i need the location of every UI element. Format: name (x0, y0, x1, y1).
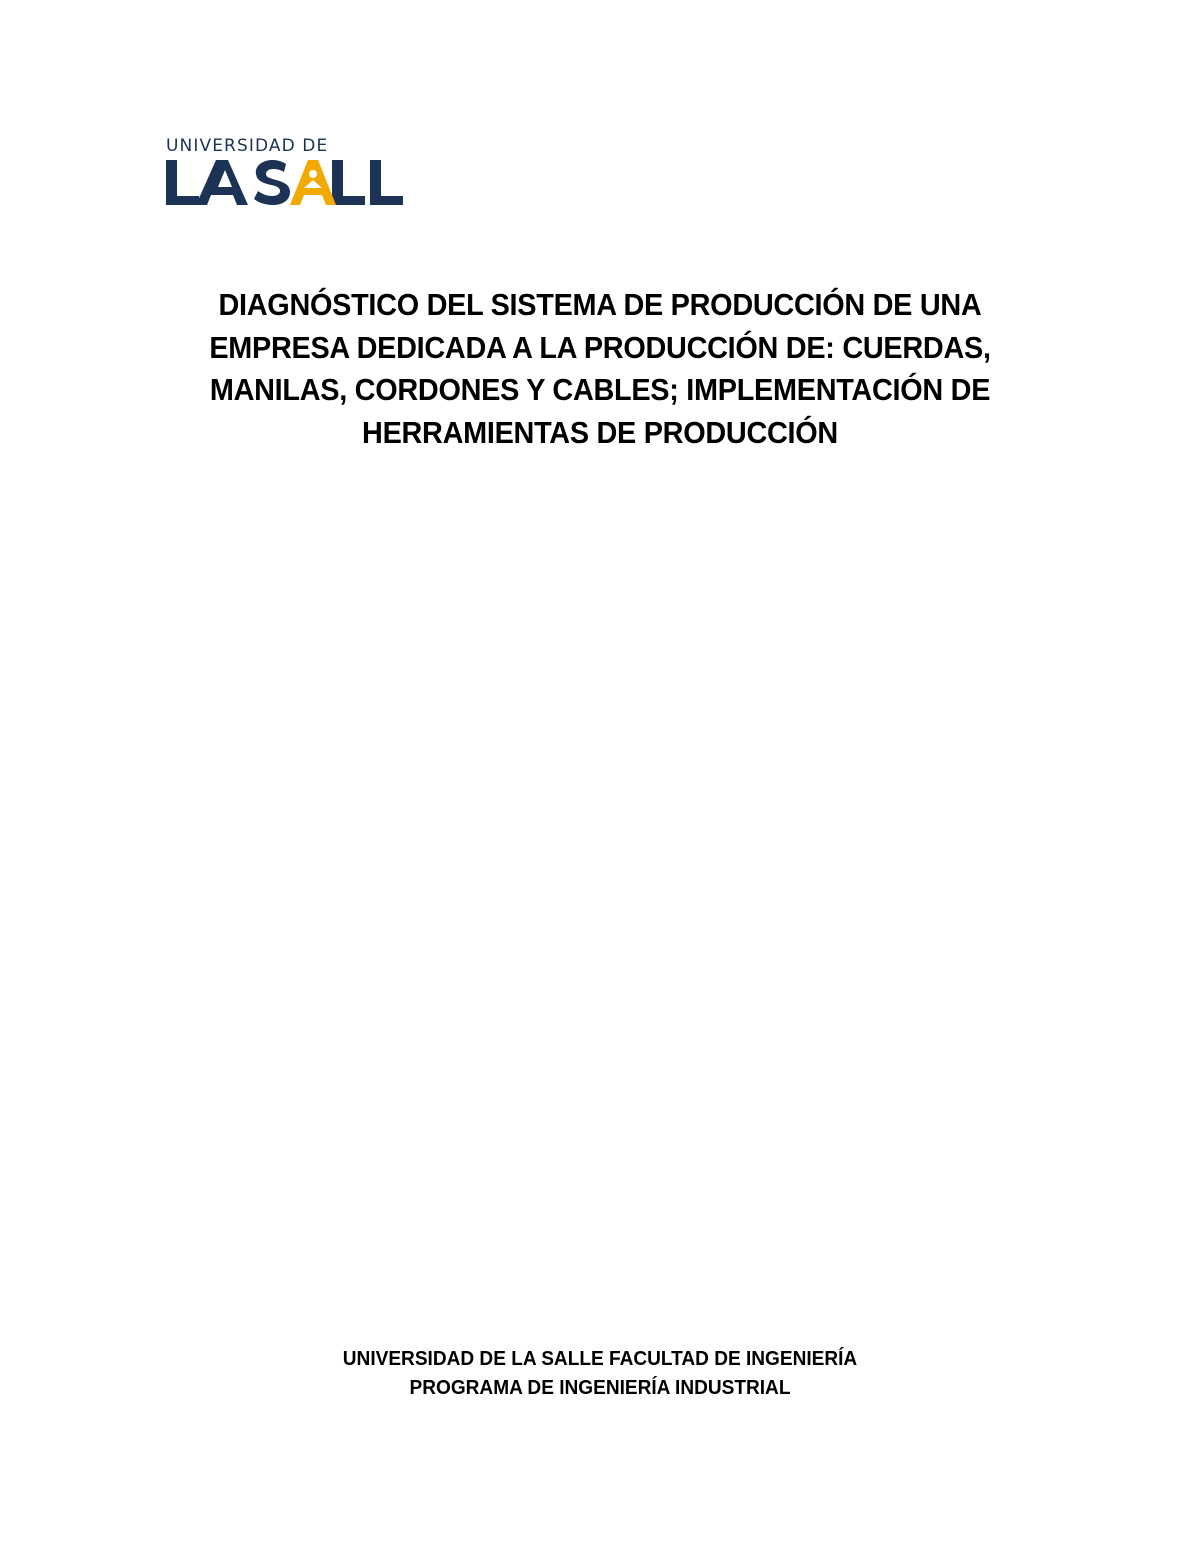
institution-footer (228, 1344, 972, 1402)
logo-top-line: UNIVERSIDAD DE (166, 136, 329, 156)
la-salle-wordmark-icon (164, 154, 424, 208)
footer-line-program: PROGRAMA DE INGENIERÍA INDUSTRIAL (409, 1376, 791, 1399)
university-logo (164, 136, 424, 208)
document-title: DIAGNÓSTICO DEL SISTEMA DE PRODUCCIÓN DE UNA EMPRESA DEDICADA A LA PRODUCCIÓN DE: CUERDAS, MANILAS, CORDONES Y CABLES; IMPLEMENTACIÓN DE HERRAMIENTAS DE PRODUCCIÓN (209, 287, 991, 450)
logo-wordmark (164, 154, 424, 208)
footer-line-faculty: UNIVERSIDAD DE LA SALLE FACULTAD DE INGENIERÍA (342, 1347, 858, 1370)
